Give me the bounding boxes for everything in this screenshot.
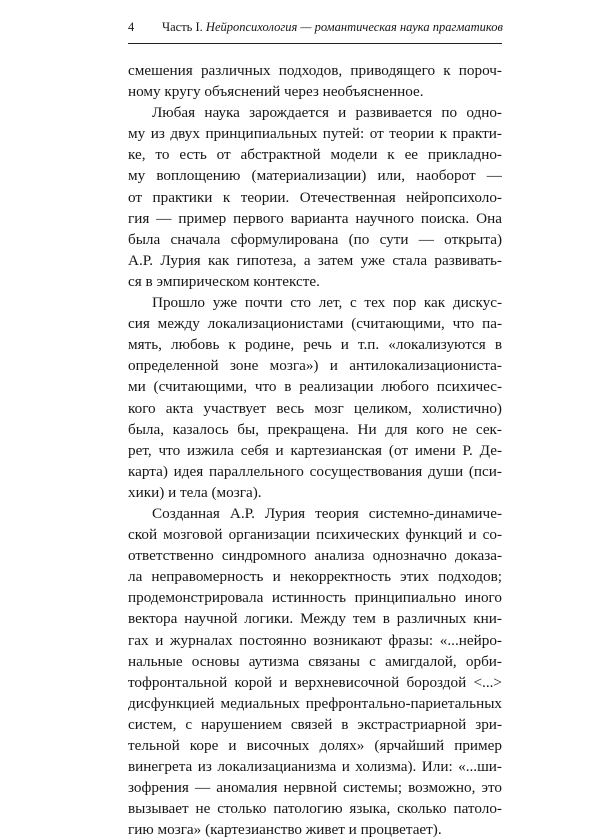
text-line: хики) и тела (мозга).	[128, 483, 262, 501]
part-title: Нейропсихология — романтическая наука прагматиков	[205, 20, 503, 34]
running-header	[128, 18, 502, 36]
text-line: Любая наука зарождается и развивается по одно-	[152, 104, 502, 122]
text-line: гия — пример первого варианта научного поиска. Она	[128, 209, 502, 227]
text-line: мять, любовь к родине, речь и т.п. «локализуются в	[128, 336, 502, 354]
text-line: А.Р. Лурия как гипотеза, а затем уже стала развивать-	[128, 251, 502, 269]
text-line: тельной коре и височных долях» (ярчайший пример	[128, 737, 502, 754]
text-line: Созданная А.Р. Лурия теория системно-динамиче-	[152, 504, 502, 522]
text-line: систем, с нарушением связей в экстрастриарной зри-	[128, 715, 502, 733]
text-line: была, казалось бы, прекращена. Ни для кого не сек-	[128, 420, 502, 438]
text-line: смешения различных подходов, приводящего к пороч-	[128, 62, 502, 79]
text-line: ся в эмпирическом контексте.	[128, 272, 320, 290]
text-line: была сначала сформулирована (по сути — открыта)	[128, 230, 502, 248]
text-line: тофронтальной корой и верхневисочной бороздой <...>	[128, 673, 502, 691]
text-line: ному кругу объяснений через необъясненное.	[128, 83, 424, 101]
text-line: ской мозговой организации психических функций и со-	[128, 526, 502, 544]
book-page	[128, 18, 502, 840]
text-line: от практики к теории. Отечественная нейропсихоло-	[128, 188, 502, 206]
text-line: му воплощению (материализации) или, наоборот —	[128, 167, 502, 185]
text-line: продемонстрировала истинность принципиально иного	[128, 589, 502, 607]
paragraph	[128, 102, 502, 292]
text-line: вызывает не столько патологию языка, сколько патоло-	[128, 800, 502, 818]
text-line: Прошло уже почти сто лет, с тех пор как дискус-	[152, 294, 502, 312]
part-label: Часть I.	[162, 20, 203, 34]
text-line: ла неправомерность и некорректность этих подходов;	[128, 568, 502, 586]
text-line: определенной зоне мозга») и антилокализациониста-	[128, 357, 502, 375]
text-line: гию мозга» (картезианство живет и процветает).	[128, 821, 442, 839]
text-line: ответственно синдромного анализа однозначно доказа-	[128, 547, 502, 565]
text-line: дисфункцией медиальных префронтально-париетальных	[128, 694, 502, 712]
text-line: му из двух принципиальных путей: от теории к практи-	[128, 125, 502, 143]
body-text	[128, 60, 502, 840]
page-number: 4	[128, 20, 135, 34]
paragraph	[128, 503, 502, 840]
text-line: гах и журналах постоянно возникают фразы: «...нейро-	[128, 631, 502, 649]
paragraph	[128, 60, 502, 102]
text-line: винегрета из локализацианизма и холизма). Или: «...ши-	[128, 758, 502, 776]
text-line: сия между локализационистами (считающими, что па-	[128, 315, 502, 333]
text-line: вектора научной логики. Между тем в различных кни-	[128, 610, 502, 628]
text-line: рет, что изжила себя и картезианская (от имени Р. Де-	[128, 441, 502, 459]
text-line: нальные основы аутизма связаны с амигдалой, орби-	[128, 652, 502, 670]
running-head	[162, 18, 503, 36]
text-line: кого акта участвует весь мозг целиком, холистично)	[128, 399, 502, 417]
header-rule	[128, 43, 502, 44]
text-line: зофрения — аномалия нервной системы; возможно, это	[128, 779, 502, 797]
text-line: ке, то есть от абстрактной модели к ее прикладно-	[128, 146, 502, 164]
text-line: ми (считающими, что в реализации любого психичес-	[128, 378, 502, 396]
text-line: карта) идея параллельного сосуществования души (пси-	[128, 462, 502, 480]
paragraph	[128, 292, 502, 503]
